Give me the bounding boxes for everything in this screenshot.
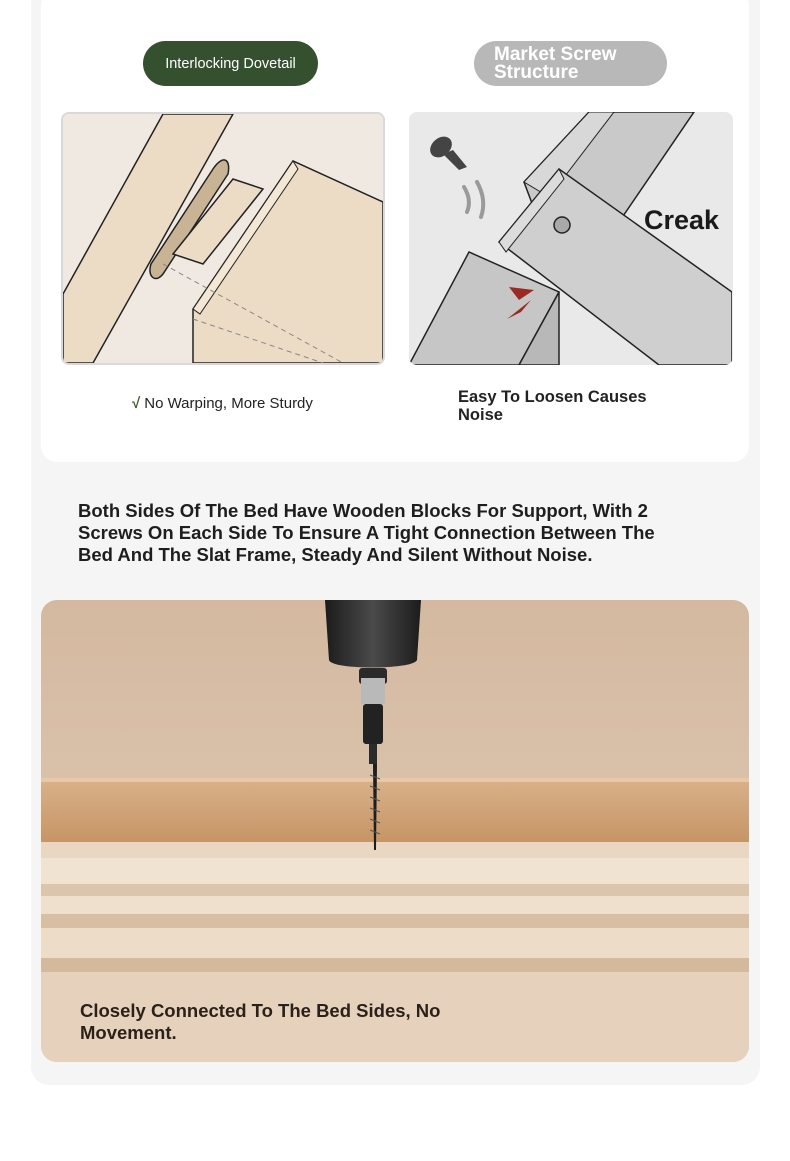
photo-caption: Closely Connected To The Bed Sides, No Movement. xyxy=(80,1000,441,1043)
screw-caption: Easy To Loosen Causes Noise xyxy=(458,388,647,424)
dovetail-tab-label: Interlocking Dovetail xyxy=(165,55,296,72)
dovetail-illustration xyxy=(61,112,385,365)
dovetail-tab[interactable] xyxy=(143,41,318,86)
drill-screw-photo xyxy=(41,600,749,1062)
checkmark-icon: √ xyxy=(132,395,141,412)
dovetail-caption xyxy=(132,395,313,412)
screw-structure-illustration xyxy=(409,112,733,365)
support-description: Both Sides Of The Bed Have Wooden Blocks For Support, With 2 Screws On Each Side To Ensure A Tight Connection Between The Bed And The Slat Frame, Steady And Silent Without Noise. xyxy=(78,500,655,565)
dovetail-caption-text: No Warping, More Sturdy xyxy=(144,395,313,412)
creak-label: Creak xyxy=(644,205,720,235)
screw-structure-tab[interactable] xyxy=(474,41,667,86)
screw-structure-tab-label: Market Screw Structure xyxy=(494,43,617,83)
